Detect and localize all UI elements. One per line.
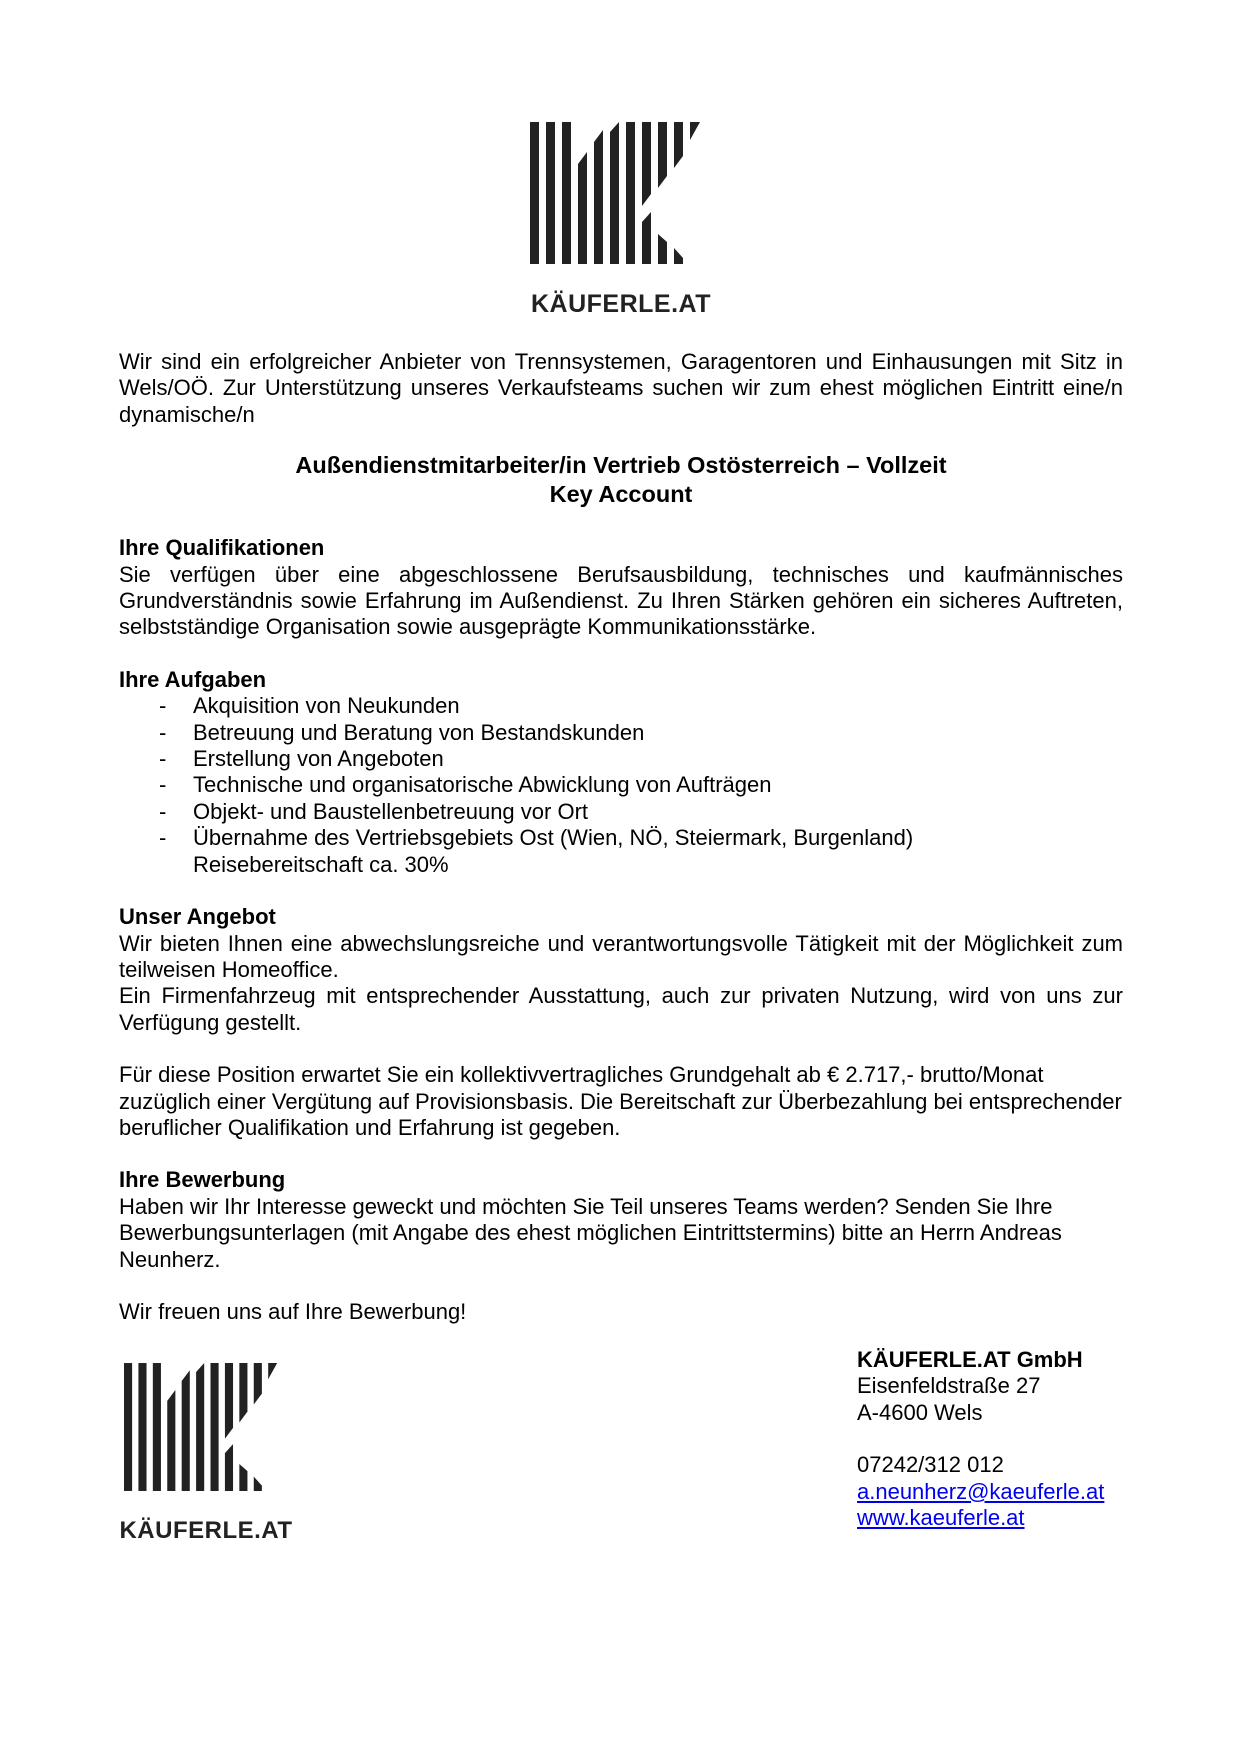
- brand-wordmark: KÄUFERLE.AT: [119, 1517, 293, 1544]
- list-item: - Objekt- und Baustellenbetreuung vor Ort: [119, 799, 1123, 825]
- qualifications-heading: Ihre Qualifikationen: [119, 535, 325, 561]
- offer-section: [119, 904, 1123, 1141]
- salary-text: Für diese Position erwartet Sie ein kollektivvertragliches Grundgehalt ab € 2.717,- brutto/Monat zuzüglich einer Vergütung auf Provisionsbasis. Die Bereitschaft zur Überbezahlung bei entsprechender beruflicher Qualifikation und Erfahrung ist gegeben.: [119, 1062, 1122, 1140]
- tasks-section: [119, 667, 1123, 878]
- contact-block: [857, 1347, 1104, 1531]
- qualifications-section: [119, 535, 1123, 641]
- tasks-heading: Ihre Aufgaben: [119, 666, 267, 692]
- phone-number: 07242/312 012: [857, 1452, 1004, 1478]
- closing-text: Wir freuen uns auf Ihre Bewerbung!: [119, 1298, 467, 1324]
- city-address: A-4600 Wels: [857, 1399, 983, 1425]
- email-link[interactable]: a.neunherz@kaeuferle.at: [857, 1478, 1105, 1504]
- application-section: [119, 1167, 1123, 1325]
- qualifications-text: Sie verfügen über eine abgeschlossene Berufsausbildung, technisches und kaufmännisches Grundverständnis sowie Erfahrung im Außendienst. Zu Ihren Stärken gehören ein sicheres Auftreten, selbstständige Organisation sowie ausgeprägte Kommunikationsstärke.: [119, 561, 1123, 640]
- brand-wordmark: KÄUFERLE.AT: [530, 290, 712, 318]
- job-title-line-1: Außendienstmitarbeiter/in Vertrieb Ostösterreich – Vollzeit: [295, 452, 947, 479]
- kaeuferle-logo-icon: [124, 1363, 288, 1491]
- offer-text-2: Ein Firmenfahrzeug mit entsprechender Ausstattung, auch zur privaten Nutzung, wird von uns zur Verfügung gestellt.: [119, 983, 1123, 1035]
- job-title-line-2: Key Account: [549, 481, 693, 508]
- posting-body: [119, 349, 1123, 1325]
- intro-text: Wir sind ein erfolgreicher Anbieter von Trennsystemen, Garagentoren und Einhausungen mit Sitz in Wels/OÖ. Zur Unterstützung unseres Verkaufsteams suchen wir zum ehest möglichen Eintritt eine/n dynamische/n: [119, 349, 1123, 427]
- travel-note: Reisebereitschaft ca. 30%: [193, 851, 449, 877]
- application-text: Haben wir Ihr Interesse geweckt und möchten Sie Teil unseres Teams werden? Senden Sie Ihre Bewerbungsunterlagen (mit Angabe des ehest möglichen Eintrittstermins) bitte an Herrn Andreas Neunherz.: [119, 1193, 1062, 1272]
- kaeuferle-logo-icon: [530, 122, 712, 264]
- street-address: Eisenfeldstraße 27: [857, 1373, 1041, 1399]
- offer-heading: Unser Angebot: [119, 904, 276, 930]
- list-item: - Betreuung und Beratung von Bestandskunden: [119, 720, 1123, 746]
- list-item: - Akquisition von Neukunden: [119, 693, 1123, 719]
- list-item: - Übernahme des Vertriebsgebiets Ost (Wien, NÖ, Steiermark, Burgenland): [119, 825, 1123, 851]
- list-item: - Erstellung von Angeboten: [119, 746, 1123, 772]
- company-name: KÄUFERLE.AT GmbH: [857, 1347, 1083, 1372]
- tasks-list: [119, 693, 1123, 851]
- application-heading: Ihre Bewerbung: [119, 1167, 286, 1193]
- list-item: - Technische und organisatorische Abwicklung von Aufträgen: [119, 772, 1123, 798]
- offer-text-1: Wir bieten Ihnen eine abwechslungsreiche und verantwortungsvolle Tätigkeit mit der Möglichkeit zum teilweisen Homeoffice.: [119, 930, 1123, 982]
- website-link[interactable]: www.kaeuferle.at: [857, 1505, 1025, 1531]
- job-title: [119, 451, 1123, 509]
